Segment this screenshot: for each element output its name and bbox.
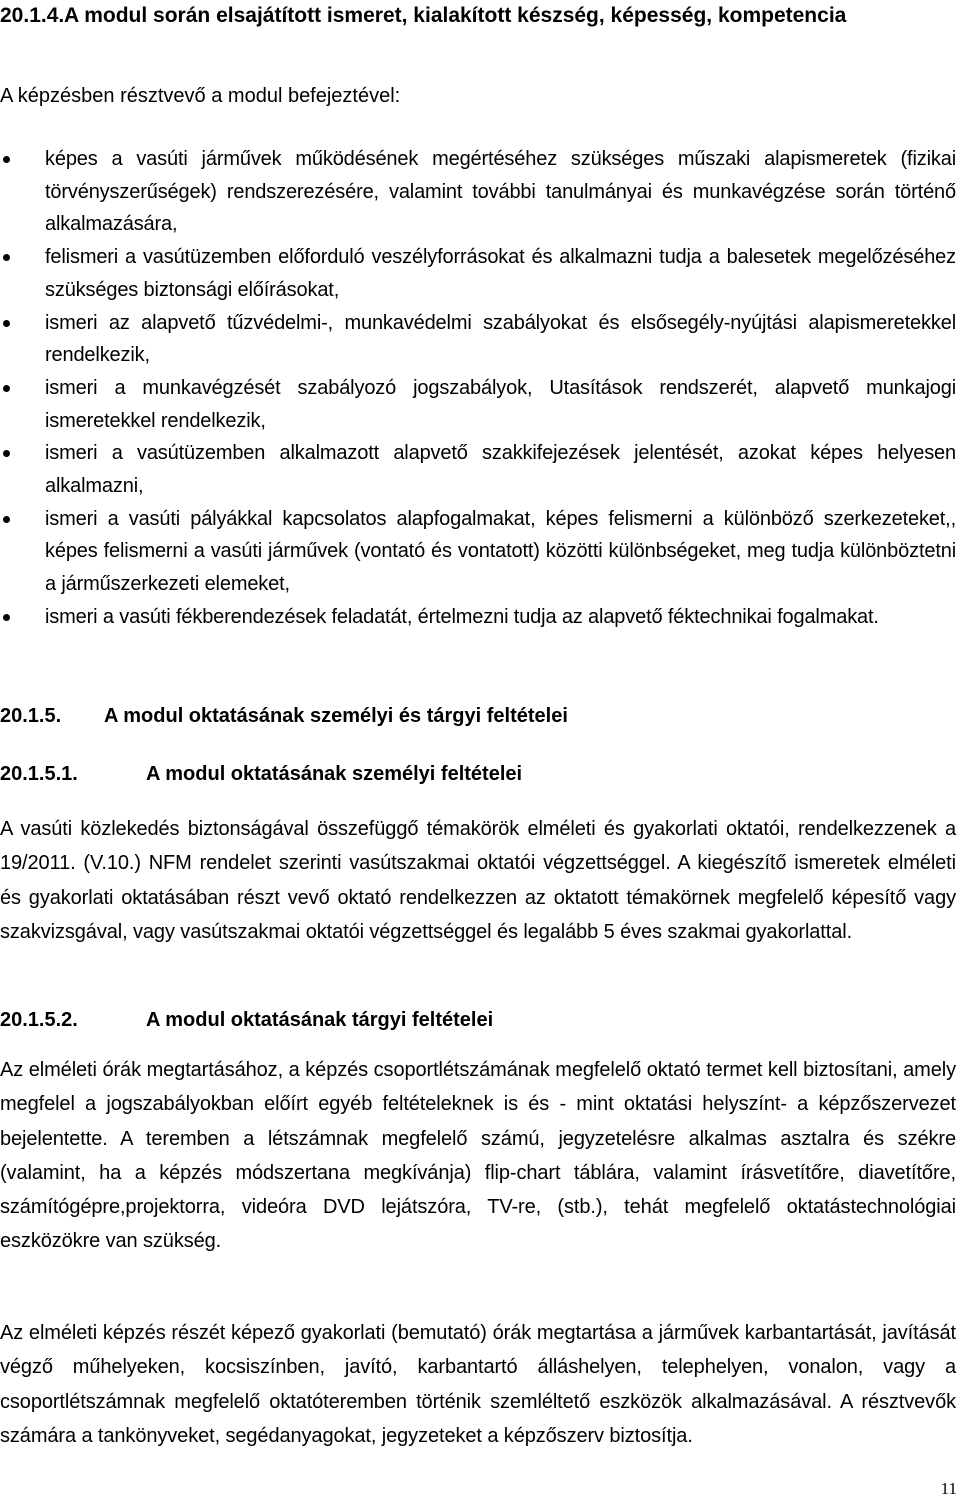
- section-title: A modul oktatásának személyi feltételei: [146, 763, 523, 785]
- section-heading-20-1-5: [0, 703, 568, 729]
- bullet-icon: [3, 614, 10, 621]
- competency-list: [0, 143, 956, 634]
- intro-text: A képzésben résztvevő a modul befejeztével:: [0, 85, 401, 107]
- list-item: [0, 437, 956, 502]
- bullet-icon: [3, 254, 10, 261]
- list-item: [0, 143, 956, 241]
- bullet-icon: [3, 450, 10, 457]
- personnel-requirements-paragraph: A vasúti közlekedés biztonságával összefüggő témakörök elméleti és gyakorlati oktatói, rendelkezzenek a 19/2011. (V.10.) NFM rendelet szerinti vasútszakmai oktatói végzettséggel. A kiegészítő ismeretek elméleti és gyakorlati oktatásában részt vevő oktató rendelkezzen az oktatott témakörnek megfelelő képesítő vagy szakvizsgával, vagy vasútszakmai oktatói végzettséggel és legalább 5 éves szakmai gyakorlattal.: [0, 818, 956, 943]
- section-number: 20.1.5.: [0, 705, 62, 727]
- section-number: 20.1.5.1.: [0, 763, 78, 785]
- section-title: A modul során elsajátított ismeret, kialakított készség, képesség, kompetencia: [64, 4, 847, 27]
- section-number: 20.1.4.: [0, 4, 65, 27]
- list-item-text: ismeri a munkavégzését szabályozó jogszabályok, Utasítások rendszerét, alapvető munkajogi ismeretekkel rendelkezik,: [45, 376, 956, 432]
- section-heading-20-1-5-2: [0, 1007, 493, 1033]
- list-item-text: képes a vasúti járművek működésének megértéséhez szükséges műszaki alapismeretek (fizikai törvényszerűségek) rendszerezésére, valamint további tanulmányai és munkavégzése során történő alkalmazására,: [45, 148, 956, 236]
- list-item-text: ismeri az alapvető tűzvédelmi-, munkavédelmi szabályokat és elsősegély-nyújtási alapismeretekkel rendelkezik,: [45, 311, 956, 367]
- section-heading-20-1-4: [0, 0, 956, 31]
- list-item-text: ismeri a vasúti pályákkal kapcsolatos alapfogalmakat, képes felismerni a különböző szerkezeteket,, képes felismerni a vasúti járművek (vontató és vontatott) közötti különbségeket, meg tudja különböztetni a járműszerkezeti elemeket,: [45, 507, 956, 596]
- list-item: [0, 241, 956, 306]
- list-item-text: ismeri a vasútüzemben alkalmazott alapvető szakkifejezések jelentését, azokat képes helyesen alkalmazni,: [45, 442, 956, 498]
- bullet-icon: [3, 156, 10, 163]
- list-item: [0, 503, 956, 601]
- list-item: [0, 601, 956, 634]
- list-item-text: ismeri a vasúti fékberendezések feladatát, értelmezni tudja az alapvető féktechnikai fogalmakat.: [45, 605, 879, 628]
- list-item: [0, 307, 956, 372]
- bullet-icon: [3, 516, 10, 523]
- bullet-icon: [3, 385, 10, 392]
- section-number: 20.1.5.2.: [0, 1009, 78, 1031]
- section-title: A modul oktatásának tárgyi feltételei: [146, 1009, 494, 1031]
- page-number: 11: [940, 1479, 957, 1498]
- list-item: [0, 372, 956, 437]
- practical-training-paragraph: Az elméleti képzés részét képező gyakorlati (bemutató) órák megtartása a járművek karbantartását, javítását végző műhelyeken, kocsiszínben, javító, karbantartó álláshelyen, telephelyen, vonalon, vagy a csoportlétszámnak megfelelő oktatóteremben történik szemléltető eszközök alkalmazásával. A résztvevők számára a tankönyveket, segédanyagokat, jegyzeteket a képzőszerv biztosítja.: [0, 1322, 956, 1447]
- material-requirements-paragraph: Az elméleti órák megtartásához, a képzés csoportlétszámának megfelelő oktató termet kell biztosítani, amely megfelel a jogszabályokban előírt egyéb feltételeknek is és - mint oktatási helyszínt- a képzőszervezet bejelentette. A teremben a létszámnak megfelelő számú, jegyzetelésre alkalmas asztalra és székre (valamint, ha a képzés módszertana megkívánja) flip-chart táblára, valamint írásvetítőre, diavetítőre, számítógépre,projektorra, videóra DVD lejátszóra, TV-re, (stb.), tehát megfelelő oktatástechnológiai eszközökre van szükség.: [0, 1059, 956, 1253]
- list-item-text: felismeri a vasútüzemben előforduló veszélyforrásokat és alkalmazni tudja a balesetek megelőzéséhez szükséges biztonsági előírásokat,: [45, 246, 956, 301]
- bullet-icon: [3, 320, 10, 327]
- section-title: A modul oktatásának személyi és tárgyi feltételei: [104, 705, 568, 727]
- section-heading-20-1-5-1: [0, 761, 522, 787]
